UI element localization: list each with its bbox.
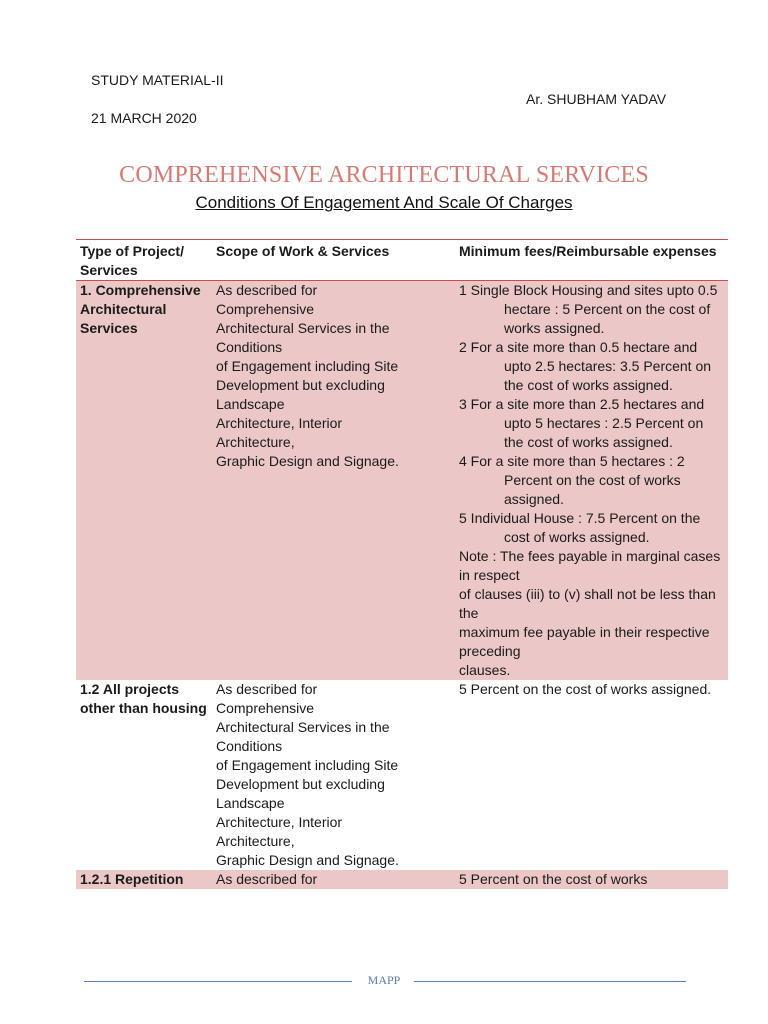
scope-cell [212, 680, 455, 870]
fee-note-line: maximum fee payable in their respective preceding [459, 624, 710, 659]
page-title: COMPREHENSIVE ARCHITECTURAL SERVICES [119, 162, 649, 188]
fee-item: 4 For a site more than 5 hectares : 2 Percent on the cost of works assigned. [459, 453, 685, 507]
fee-note-line: Note : The fees payable in marginal cases in respect [459, 548, 721, 583]
scope-line: of Engagement including Site [216, 358, 399, 374]
fees-cell: 5 Percent on the cost of works assigned. [459, 681, 712, 697]
scope-line: As described for [216, 282, 318, 298]
scope-line: Development but excluding [216, 776, 385, 792]
fee-note-line: of clauses (iii) to (v) shall not be less than the [459, 586, 716, 621]
scope-cell: As described for [212, 870, 455, 889]
project-type: 1. Comprehensive Architectural Services [76, 281, 212, 681]
fees-cell: 5 Percent on the cost of works [455, 870, 728, 889]
scope-line: Architecture, Interior [216, 814, 343, 830]
page-subtitle: Conditions Of Engagement And Scale Of Charges [195, 193, 573, 212]
author-label: Ar. SHUBHAM YADAV [526, 91, 667, 107]
footer-label: MAPP [367, 973, 401, 987]
scope-line: Graphic Design and Signage. [216, 453, 399, 469]
scope-line: Graphic Design and Signage. [216, 852, 399, 868]
project-type: 1.2.1 Repetition [76, 870, 212, 889]
scope-line: Architecture, [216, 434, 295, 450]
header-fees: Minimum fees/Reimbursable expenses [455, 240, 728, 281]
scope-line: Architecture, Interior [216, 415, 343, 431]
fees-cell [455, 281, 728, 681]
fee-item: 1 Single Block Housing and sites upto 0.5 hectare : 5 Percent on the cost of works assigned. [459, 282, 718, 336]
table-row [76, 680, 728, 870]
fee-item: 5 Individual House : 7.5 Percent on the cost of works assigned. [459, 510, 701, 545]
scope-line: Landscape [216, 795, 285, 811]
scope-line: Landscape [216, 396, 285, 412]
header-scope: Scope of Work & Services [212, 240, 455, 281]
scope-line: Comprehensive [216, 301, 315, 317]
footer-rule-right [414, 981, 686, 982]
scope-line: of Engagement including Site [216, 757, 399, 773]
date-label: 21 MARCH 2020 [91, 110, 197, 126]
scope-line: Development but excluding [216, 377, 385, 393]
fee-item: 2 For a site more than 0.5 hectare and upto 2.5 hectares: 3.5 Percent on the cost of works assigned. [459, 339, 712, 393]
scope-line: Comprehensive [216, 700, 315, 716]
fees-table [76, 239, 728, 889]
fee-note-line: clauses. [459, 662, 511, 678]
study-material-label: STUDY MATERIAL-II [91, 72, 224, 88]
scope-line: Architecture, [216, 833, 295, 849]
scope-line: Conditions [216, 738, 283, 754]
project-type: 1.2 All projects other than housing [80, 681, 207, 716]
scope-line: Architectural Services in the [216, 320, 390, 336]
scope-line: Architectural Services in the [216, 719, 390, 735]
fee-item: 3 For a site more than 2.5 hectares and upto 5 hectares : 2.5 Percent on the cost of works assigned. [459, 396, 705, 450]
table-row [76, 870, 728, 889]
header-type: Type of Project/ Services [76, 240, 212, 281]
scope-line: As described for [216, 681, 318, 697]
table-header-row [76, 240, 728, 281]
scope-cell [212, 281, 455, 681]
table-row [76, 281, 728, 681]
scope-line: Conditions [216, 339, 283, 355]
